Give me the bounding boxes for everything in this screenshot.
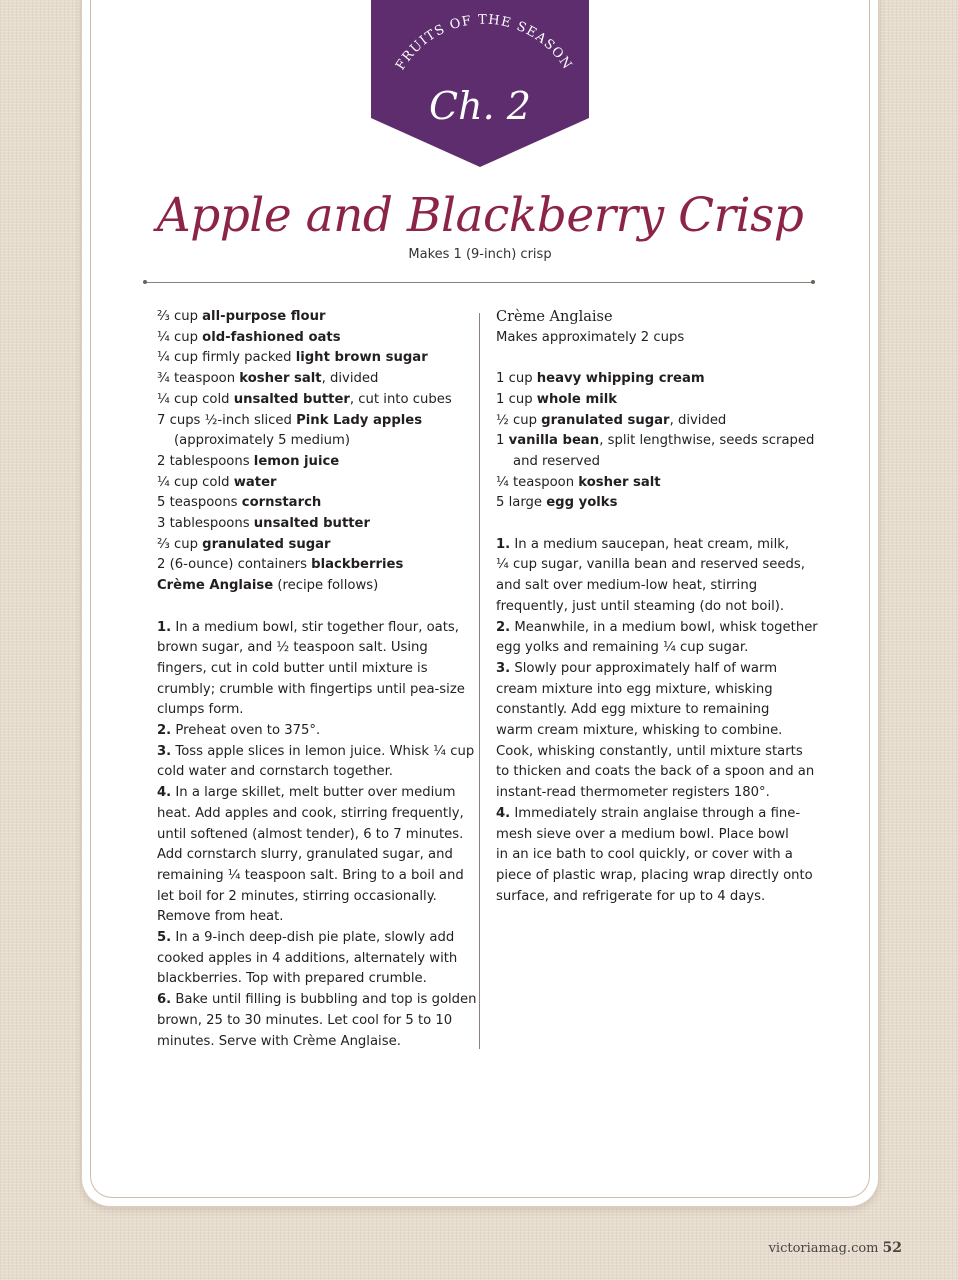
step-text: brown sugar, and ½ teaspoon salt. Using: [157, 640, 428, 656]
step-text: Meanwhile, in a medium bowl, whisk together: [510, 619, 818, 635]
ingredient-text: , divided: [669, 412, 727, 428]
step: [157, 742, 475, 783]
title-divider: [146, 282, 814, 283]
step-number: 4.: [157, 785, 172, 801]
step-text: to thicken and coats the back of a spoon and an: [496, 764, 815, 780]
recipe-yield: Makes 1 (9-inch) crisp: [408, 247, 552, 262]
step-line: [496, 887, 816, 908]
step-text: Add cornstarch slurry, granulated sugar, and: [157, 847, 453, 863]
ingredient-line: [496, 431, 816, 452]
step: [496, 659, 816, 804]
step-line: [496, 555, 816, 576]
step-text: crumbly; crumble with fingertips until pea-size: [157, 681, 465, 697]
recipe-title: Apple and Blackberry Crisp: [156, 188, 804, 243]
spacer: [157, 597, 467, 618]
main-recipe-column: [157, 307, 477, 1052]
sauce-recipe-column: [496, 307, 816, 907]
chapter-label: Ch. 2: [429, 84, 531, 128]
ingredient-text: , cut into cubes: [349, 391, 452, 407]
step-line: [496, 576, 816, 597]
sauce-ingredient-list: [496, 369, 816, 514]
step-text: minutes. Serve with Crème Anglaise.: [157, 1033, 401, 1049]
ingredient-text: 5 teaspoons: [157, 495, 242, 511]
step-text: Toss apple slices in lemon juice. Whisk ¼ cup: [171, 743, 475, 759]
step: [157, 928, 467, 990]
ingredient-name: egg yolks: [546, 495, 618, 511]
ingredient-line: [496, 473, 816, 494]
step-line: [496, 680, 816, 701]
step-number: 2.: [496, 619, 511, 635]
spacer: [496, 514, 816, 535]
step-text: Remove from heat.: [157, 909, 284, 925]
step-line: [496, 845, 816, 866]
ingredient-name: blackberries: [311, 557, 404, 573]
ingredient-text: 1 cup: [496, 391, 537, 407]
step: [157, 721, 467, 742]
step-text: Slowly pour approximately half of warm: [510, 660, 778, 676]
step-text: frequently, just until steaming (do not boil).: [496, 598, 785, 614]
ingredient-text: ⅔ cup: [157, 309, 203, 324]
step-text: warm cream mixture, whisking to combine.: [496, 723, 783, 739]
ingredient-text: (approximately 5 medium): [174, 433, 351, 449]
step-text: cold water and cornstarch together.: [157, 764, 394, 780]
ingredient-text: 1 cup: [496, 371, 537, 387]
step-line: [157, 825, 467, 846]
step: [157, 618, 467, 722]
step-text: and salt over medium-low heat, stirring: [496, 578, 758, 594]
step-line: [157, 990, 477, 1011]
step-text: In a medium bowl, stir together flour, oats,: [171, 619, 459, 635]
ingredient-line: [157, 452, 467, 473]
step-line: [496, 825, 816, 846]
step-text: In a large skillet, melt butter over medium: [171, 785, 456, 801]
ingredient-name: unsalted butter: [253, 516, 371, 532]
ingredient-line: [157, 535, 467, 556]
step-text: brown, 25 to 30 minutes. Let cool for 5 to 10: [157, 1012, 453, 1028]
step-text: until softened (almost tender), 6 to 7 minutes.: [157, 826, 464, 842]
ingredient-text: , split lengthwise, seeds scraped: [599, 433, 815, 449]
step-text: ¼ cup sugar, vanilla bean and reserved seeds,: [496, 557, 805, 573]
ingredient-line: [157, 514, 467, 535]
step-number: 1.: [157, 619, 172, 635]
divider-dot-left: [143, 280, 147, 284]
ingredient-name: light brown sugar: [295, 350, 428, 366]
step-line: [157, 887, 467, 908]
ingredient-text: (recipe follows): [273, 578, 379, 594]
step-text: remaining ¼ teaspoon salt. Bring to a boil and: [157, 867, 464, 883]
step-line: [157, 969, 467, 990]
sauce-yield: Makes approximately 2 cups: [496, 329, 685, 345]
step-line: [157, 638, 467, 659]
step-line: [496, 638, 816, 659]
step-line: [496, 535, 816, 556]
step-line: [157, 659, 467, 680]
step-number: 4.: [496, 805, 511, 821]
ingredient-line: [157, 348, 467, 369]
step-line: [157, 928, 467, 949]
step-line: [157, 907, 467, 928]
step-text: egg yolks and remaining ¼ cup sugar.: [496, 640, 749, 656]
chapter-banner: [371, 0, 589, 167]
ingredient-name: vanilla bean: [508, 433, 600, 449]
ingredient-line: [157, 411, 467, 432]
ingredient-name: water: [233, 474, 277, 490]
step-text: Preheat oven to 375°.: [171, 723, 321, 739]
ingredient-text: ¼ cup: [157, 329, 203, 345]
step-line: [496, 804, 816, 825]
step-text: piece of plastic wrap, placing wrap directly onto: [496, 867, 813, 883]
step-line: [496, 783, 816, 804]
step-text: surface, and refrigerate for up to 4 days.: [496, 888, 766, 904]
step-text: in an ice bath to cool quickly, or cover with a: [496, 847, 793, 863]
ingredient-text: 2 tablespoons: [157, 453, 254, 469]
step-text: cooked apples in 4 additions, alternately with: [157, 950, 458, 966]
ingredient-name: heavy whipping cream: [536, 371, 705, 387]
step-line: [496, 618, 816, 639]
step-text: cream mixture into egg mixture, whisking: [496, 681, 773, 697]
ingredient-line: [496, 452, 816, 473]
ingredient-name: unsalted butter: [233, 391, 350, 407]
chapter-kicker: FRUITS OF THE SEASON: [393, 12, 575, 73]
sauce-method-steps: [496, 535, 816, 908]
ingredient-name: granulated sugar: [541, 412, 670, 428]
ingredient-line: [157, 431, 467, 452]
step-text: blackberries. Top with prepared crumble.: [157, 971, 427, 987]
step-text: clumps form.: [157, 702, 244, 718]
ingredient-text: 7 cups ½-inch sliced: [157, 412, 297, 428]
ingredient-text: ⅔ cup: [157, 536, 203, 552]
footer-site: victoriamag.com: [768, 1241, 879, 1256]
ingredient-line: [157, 328, 467, 349]
step-text: Bake until filling is bubbling and top is golden: [171, 992, 477, 1008]
step-line: [157, 804, 467, 825]
step-line: [157, 700, 467, 721]
ingredient-text: ¼ cup cold: [157, 391, 234, 407]
ingredient-text: 5 large: [496, 495, 547, 511]
ingredient-line: [496, 493, 816, 514]
step-line: [496, 700, 816, 721]
ingredient-text: 3 tablespoons: [157, 516, 254, 532]
step-line: [157, 618, 467, 639]
step-number: 3.: [496, 660, 511, 676]
ingredient-name: old-fashioned oats: [202, 329, 341, 345]
ingredient-text: , divided: [321, 371, 379, 387]
ingredient-text: ¼ cup cold: [157, 474, 234, 490]
ingredient-text: 2 (6-ounce) containers: [157, 557, 312, 573]
ingredient-text: ¼ cup firmly packed: [157, 350, 296, 366]
step-number: 1.: [496, 536, 511, 552]
step-number: 6.: [157, 992, 172, 1008]
ingredient-text: ½ cup: [496, 412, 542, 428]
step-line: [157, 866, 467, 887]
step: [157, 990, 477, 1052]
step-text: constantly. Add egg mixture to remaining: [496, 702, 770, 718]
ingredient-line: [157, 555, 467, 576]
column-divider: [479, 313, 480, 1049]
step-line: [496, 721, 816, 742]
ingredient-name: whole milk: [536, 391, 618, 407]
step-line: [157, 783, 467, 804]
ingredient-text: ¾ teaspoon: [157, 371, 240, 387]
step-line: [496, 742, 816, 763]
step-number: 5.: [157, 930, 172, 946]
step-text: let boil for 2 minutes, stirring occasionally.: [157, 888, 437, 904]
page-footer: [769, 1240, 902, 1256]
step: [157, 783, 467, 928]
step-line: [157, 742, 475, 763]
step-line: [496, 659, 816, 680]
ingredient-name: all-purpose flour: [202, 309, 326, 324]
ingredient-line: [496, 390, 816, 411]
step-line: [157, 680, 467, 701]
step-line: [496, 597, 816, 618]
spacer: [496, 348, 816, 369]
ingredient-name: kosher salt: [578, 474, 661, 490]
step-number: 3.: [157, 743, 172, 759]
method-steps: [157, 618, 477, 1053]
ingredient-line: [496, 369, 816, 390]
page-number: 52: [882, 1240, 902, 1256]
sauce-title: Crème Anglaise: [496, 309, 613, 325]
step-text: In a 9-inch deep-dish pie plate, slowly add: [171, 930, 455, 946]
ingredient-list: [157, 307, 467, 597]
ingredient-name: Pink Lady apples: [296, 412, 423, 428]
step-line: [157, 721, 467, 742]
step-text: mesh sieve over a medium bowl. Place bowl: [496, 826, 789, 842]
step: [496, 804, 816, 908]
step: [496, 618, 816, 659]
step-line: [496, 762, 816, 783]
step: [496, 535, 816, 618]
ingredient-line: [496, 411, 816, 432]
ingredient-name: Crème Anglaise: [157, 578, 274, 594]
ingredient-name: cornstarch: [241, 495, 322, 511]
ingredient-line: [157, 473, 467, 494]
step-text: Cook, whisking constantly, until mixture starts: [496, 743, 803, 759]
ingredient-text: and reserved: [513, 453, 600, 469]
ingredient-line: [157, 307, 467, 328]
step-text: instant-read thermometer registers 180°.: [496, 785, 770, 801]
step-line: [157, 762, 467, 783]
ingredient-name: kosher salt: [239, 371, 322, 387]
ingredient-line: [157, 493, 467, 514]
ingredient-line: [157, 576, 467, 597]
ingredient-text: ¼ teaspoon: [496, 474, 579, 490]
ingredient-name: granulated sugar: [202, 536, 331, 552]
ingredient-line: [157, 390, 467, 411]
step-line: [157, 1011, 467, 1032]
ingredient-line: [157, 369, 467, 390]
step-text: heat. Add apples and cook, stirring frequently,: [157, 805, 464, 821]
step-line: [496, 866, 816, 887]
divider-dot-right: [811, 280, 815, 284]
step-line: [157, 1032, 467, 1053]
ingredient-text: 1: [496, 433, 509, 449]
step-text: fingers, cut in cold butter until mixture is: [157, 660, 428, 676]
step-text: In a medium saucepan, heat cream, milk,: [510, 536, 790, 552]
ingredient-name: lemon juice: [253, 453, 340, 469]
step-line: [157, 845, 467, 866]
step-line: [157, 949, 467, 970]
step-text: Immediately strain anglaise through a fine-: [510, 805, 801, 821]
step-number: 2.: [157, 723, 172, 739]
